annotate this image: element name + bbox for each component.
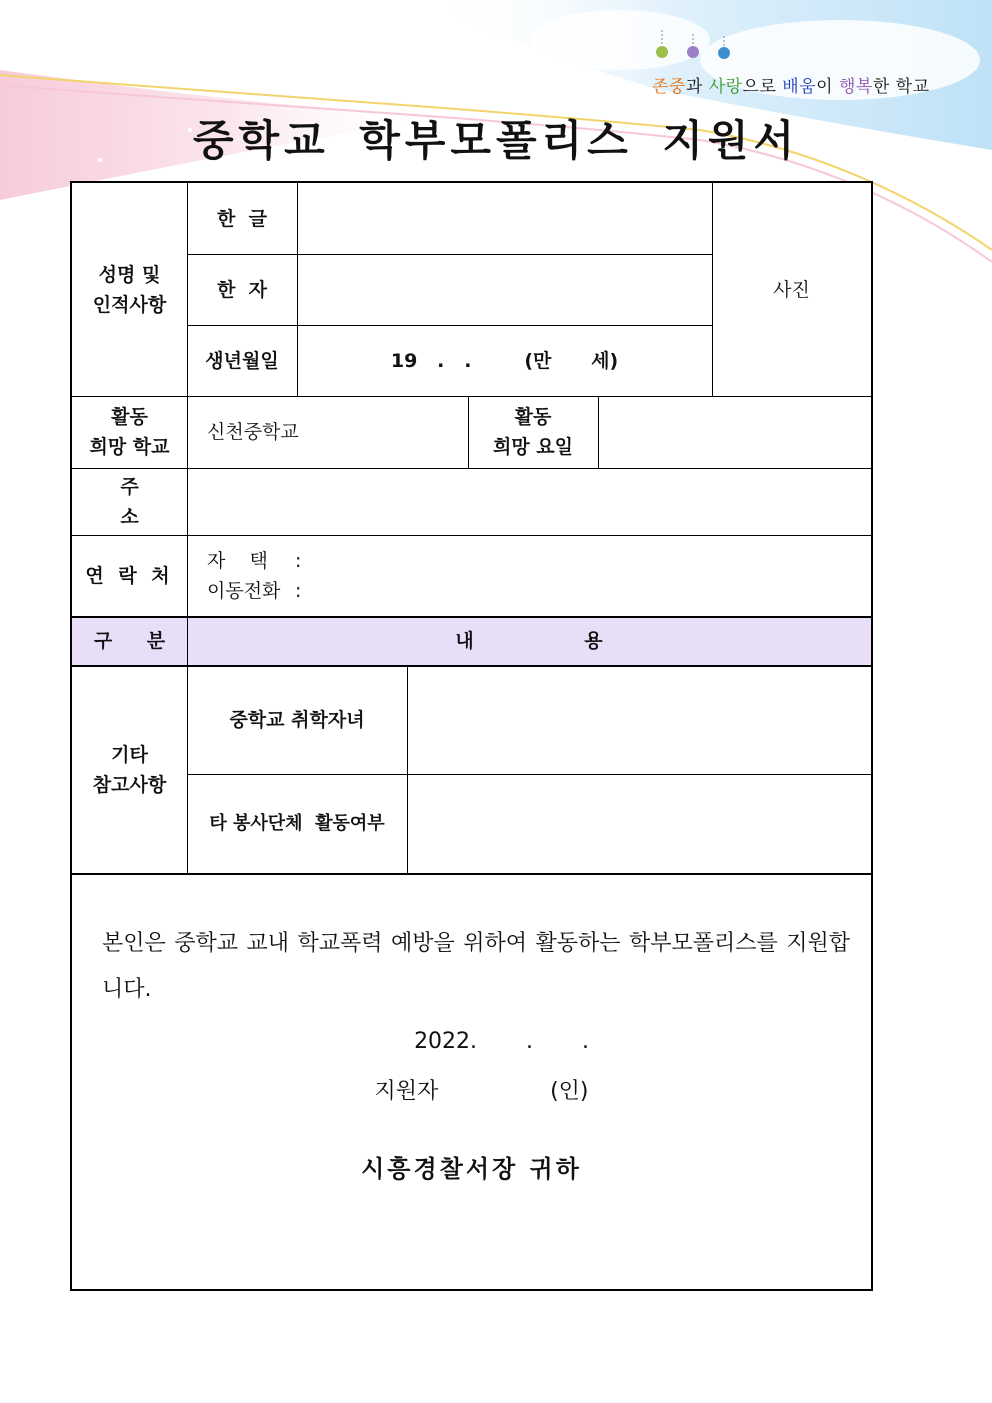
page-title: 중학교 학부모폴리스 지원서 xyxy=(192,116,800,165)
application-form xyxy=(70,181,873,1291)
hanja-name-field[interactable] xyxy=(297,254,712,325)
declaration-text: 본인은 중학교 교내 학교폭력 예방을 위하여 활동하는 학부모폴리스를 지원합니다. xyxy=(102,931,850,1002)
address-field[interactable] xyxy=(187,468,871,535)
category-header-label: 구 분 xyxy=(93,630,180,652)
contact-field[interactable]: 자 택 : 이동전화 : xyxy=(187,535,871,616)
activity-day-field[interactable] xyxy=(598,396,871,468)
other-notes-label: 기타 참고사항 xyxy=(92,743,167,796)
personal-info-label: 성명 및 인적사항 xyxy=(92,263,167,316)
enrolled-child-label: 중학교 취학자녀 xyxy=(229,709,365,731)
recipient: 시흥경찰서장 귀하 xyxy=(361,1155,582,1183)
photo-box[interactable]: 사진 xyxy=(773,278,810,301)
birth-date-field[interactable]: 19 . . (만 세) xyxy=(390,349,619,372)
korean-name-field[interactable] xyxy=(297,183,712,254)
volunteer-activity-field[interactable] xyxy=(407,774,871,873)
birth-date-label: 생년월일 xyxy=(205,349,279,372)
korean-name-label: 한 글 xyxy=(217,207,267,230)
address-label: 주 소 xyxy=(120,475,159,528)
category-header-content: 내 용 xyxy=(455,630,655,652)
home-phone-label: 자 택 xyxy=(207,549,268,572)
mobile-phone-label: 이동전화 xyxy=(207,579,281,602)
hanja-name-label: 한 자 xyxy=(217,278,267,301)
school-slogan: 존중과 사랑으로 배움이 행복한 학교 xyxy=(652,77,930,97)
enrolled-child-field[interactable] xyxy=(407,666,871,774)
application-date: 2022. . . xyxy=(414,1029,589,1054)
activity-day-label: 활동 희망 요일 xyxy=(492,406,574,458)
volunteer-activity-label: 타 봉사단체 활동여부 xyxy=(209,812,385,834)
hanging-beads-ornament xyxy=(640,30,750,70)
contact-label: 연 락 처 xyxy=(85,564,174,587)
applicant-signature: 지원자 (인) xyxy=(374,1079,589,1104)
activity-school-label: 활동 희망 학교 xyxy=(89,406,170,458)
activity-school-field[interactable]: 신천중학교 xyxy=(207,421,299,443)
